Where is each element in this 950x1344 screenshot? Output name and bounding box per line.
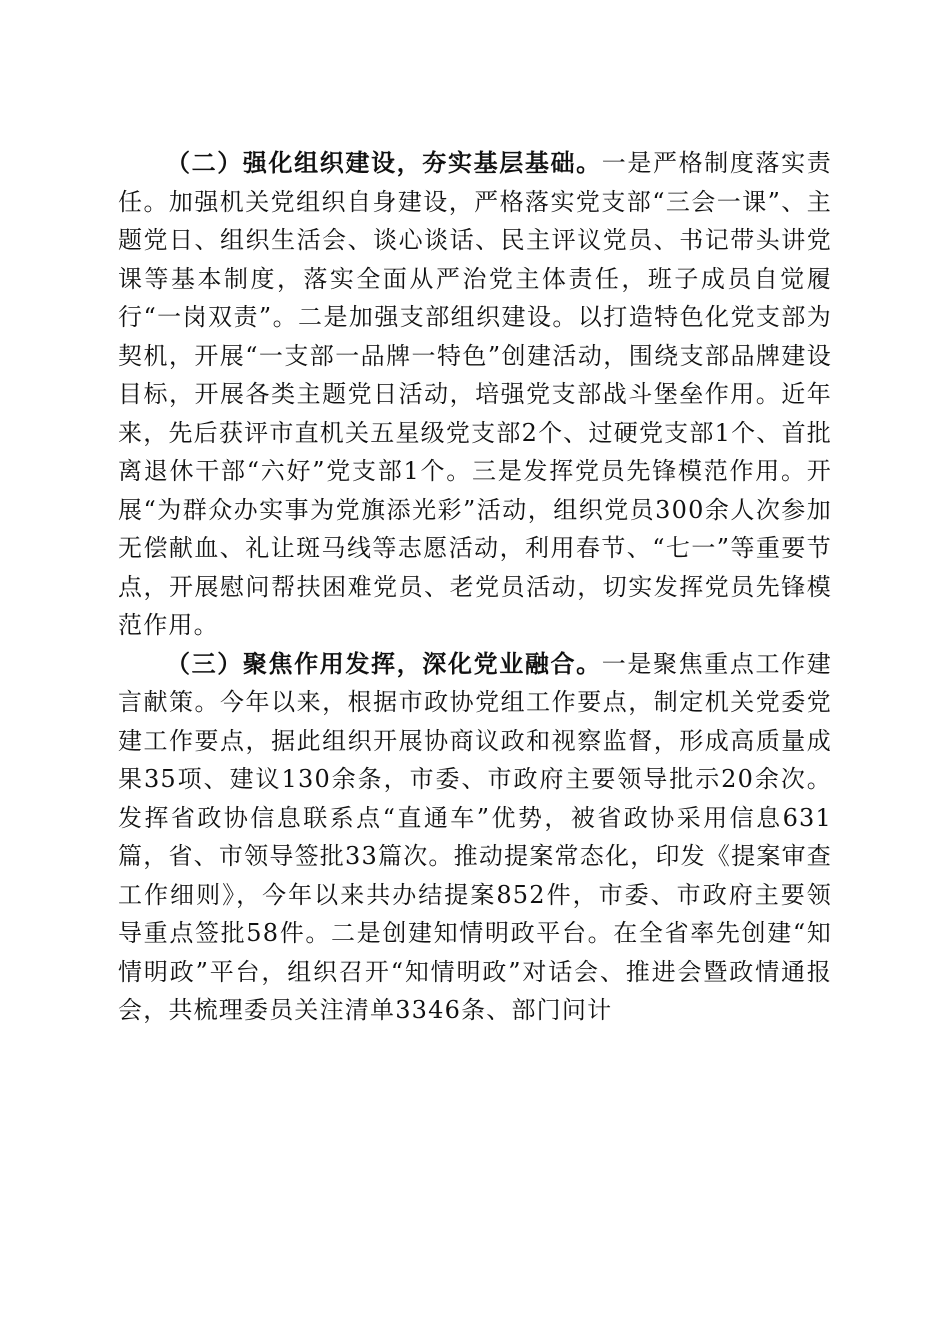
section-2-heading: （二）强化组织建设，夯实基层基础。 <box>166 148 602 177</box>
section-3-body: 一是聚焦重点工作建言献策。今年以来，根据市政协党组工作要点，制定机关党委党建工作要点，据此组织开展协商议政和视察监督，形成高质量成果35项、建议130余条，市委、市政府主要领导批示20余次。发挥省政协信息联系点“直通车”优势，被省政协采用信息631篇，省、市领导签批33篇次。推动提案常态化，印发《提案审查工作细则》，今年以来共办结提案852件，市委、市政府主要领导重点签批58件。二是创建知情明政平台。在全省率先创建“知情明政”平台，组织召开“知情明政”对话会、推进会暨政情通报会，共梳理委员关注清单3346条、部门问计 <box>118 649 832 1024</box>
paragraph-section-3 <box>118 645 832 1030</box>
paragraph-section-2 <box>118 144 832 645</box>
section-2-body: 一是严格制度落实责任。加强机关党组织自身建设，严格落实党支部“三会一课”、主题党日、组织生活会、谈心谈话、民主评议党员、书记带头讲党课等基本制度，落实全面从严治党主体责任，班子成员自觉履行“一岗双责”。二是加强支部组织建设。以打造特色化党支部为契机，开展“一支部一品牌一特色”创建活动，围绕支部品牌建设目标，开展各类主题党日活动，培强党支部战斗堡垒作用。近年来，先后获评市直机关五星级党支部2个、过硬党支部1个、首批离退休干部“六好”党支部1个。三是发挥党员先锋模范作用。开展“为群众办实事为党旗添光彩”活动，组织党员300余人次参加无偿献血、礼让斑马线等志愿活动，利用春节、“七一”等重要节点，开展慰问帮扶困难党员、老党员活动，切实发挥党员先锋模范作用。 <box>118 149 832 639</box>
section-3-heading: （三）聚焦作用发挥，深化党业融合。 <box>166 648 602 678</box>
document-body <box>118 144 832 1030</box>
